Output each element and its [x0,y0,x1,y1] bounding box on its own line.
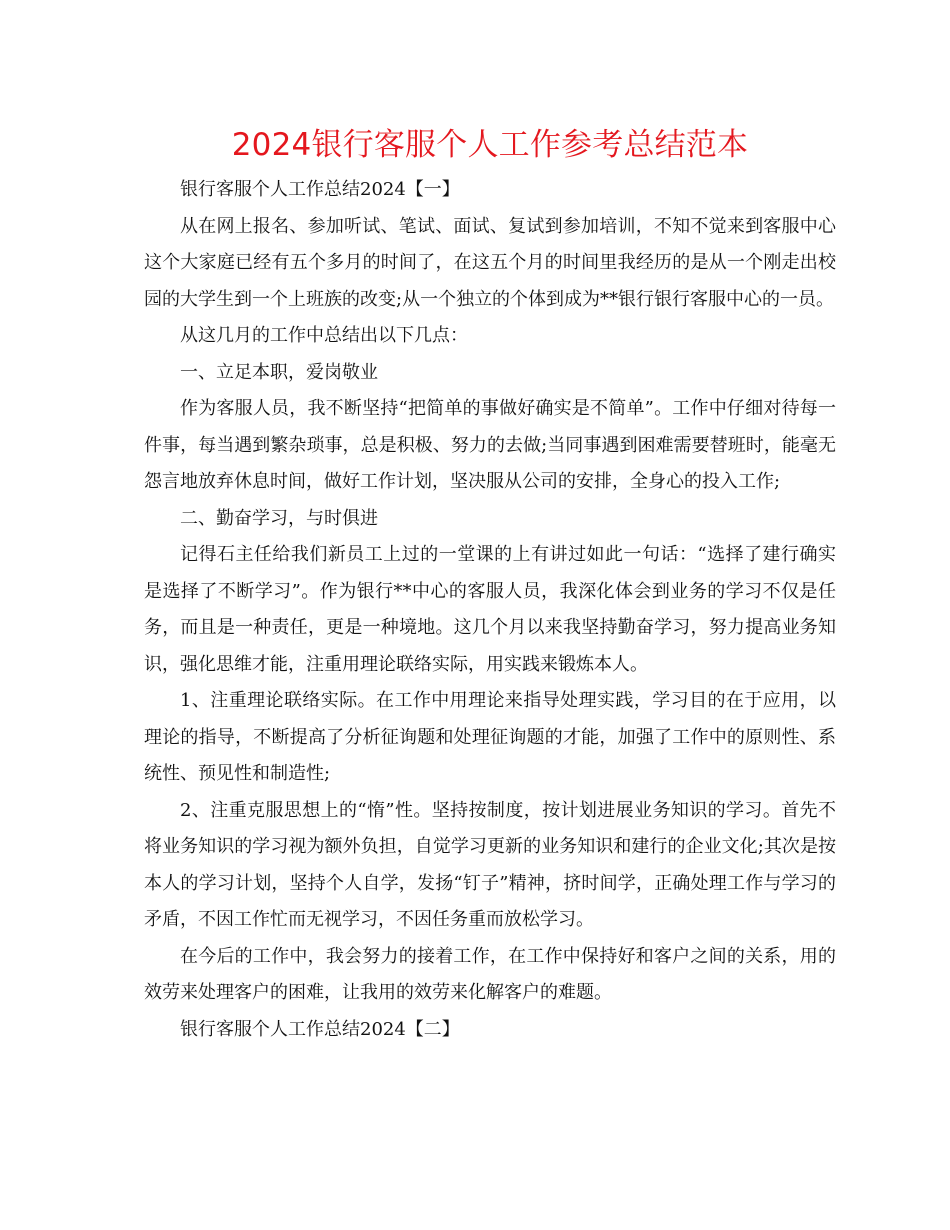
paragraph-learning: 记得石主任给我们新员工上过的一堂课的上有讲过如此一句话：“选择了建行确实是选择了不断学习”。作为银行**中心的客服人员，我深化体会到业务的学习不仅是任务，而且是一种责任，更是一种境地。这几个月以来我坚持勤奋学习，努力提高业务知识，强化思维才能，注重用理论联络实际，用实践来锻炼本人。 [144,544,836,675]
subheading-1: 一、立足本职，爱岗敬业 [180,361,378,383]
subheading-2: 二、勤奋学习，与时俱进 [180,507,378,529]
section-heading-2: 银行客服个人工作总结2024【二】 [180,1018,460,1040]
section-heading-1: 银行客服个人工作总结2024【一】 [180,179,460,200]
document-title: 2024银行客服个人工作参考总结范本 [231,127,749,163]
paragraph-point-1: 1、注重理论联络实际。在工作中用理论来指导处理实践，学习目的在于应用，以理论的指导，不断提高了分析征询题和处理征询题的才能，加强了工作中的原则性、系统性、预见性和制造性; [144,690,836,784]
paragraph-point-2: 2、注重克服思想上的“惰”性。坚持按制度，按计划进展业务知识的学习。首先不将业务知识的学习视为额外负担，自觉学习更新的业务知识和建行的企业文化;其次是按本人的学习计划，坚持个人自学，发扬“钉子”精神，挤时间学，正确处理工作与学习的矛盾，不因工作忙而无视学习，不因任务重而放松学习。 [144,799,836,930]
document-body [144,172,836,1048]
paragraph-summary-lead: 从这几月的工作中总结出以下几点： [180,325,468,346]
paragraph-dedication: 作为客服人员，我不断坚持“把简单的事做好确实是不简单”。工作中仔细对待每一件事，每当遇到繁杂琐事，总是积极、努力的去做;当同事遇到困难需要替班时，能毫无怨言地放弃休息时间，做好工作计划，坚决服从公司的安排，全身心的投入工作; [144,398,836,492]
paragraph-intro: 从在网上报名、参加听试、笔试、面试、复试到参加培训，不知不觉来到客服中心这个大家庭已经有五个多月的时间了，在这五个月的时间里我经历的是从一个刚走出校园的大学生到一个上班族的改变;从一个独立的个体到成为**银行银行客服中心的一员。 [144,215,836,310]
paragraph-future: 在今后的工作中，我会努力的接着工作，在工作中保持好和客户之间的关系，用的效劳来处理客户的困难，让我用的效劳来化解客户的难题。 [144,945,836,1003]
